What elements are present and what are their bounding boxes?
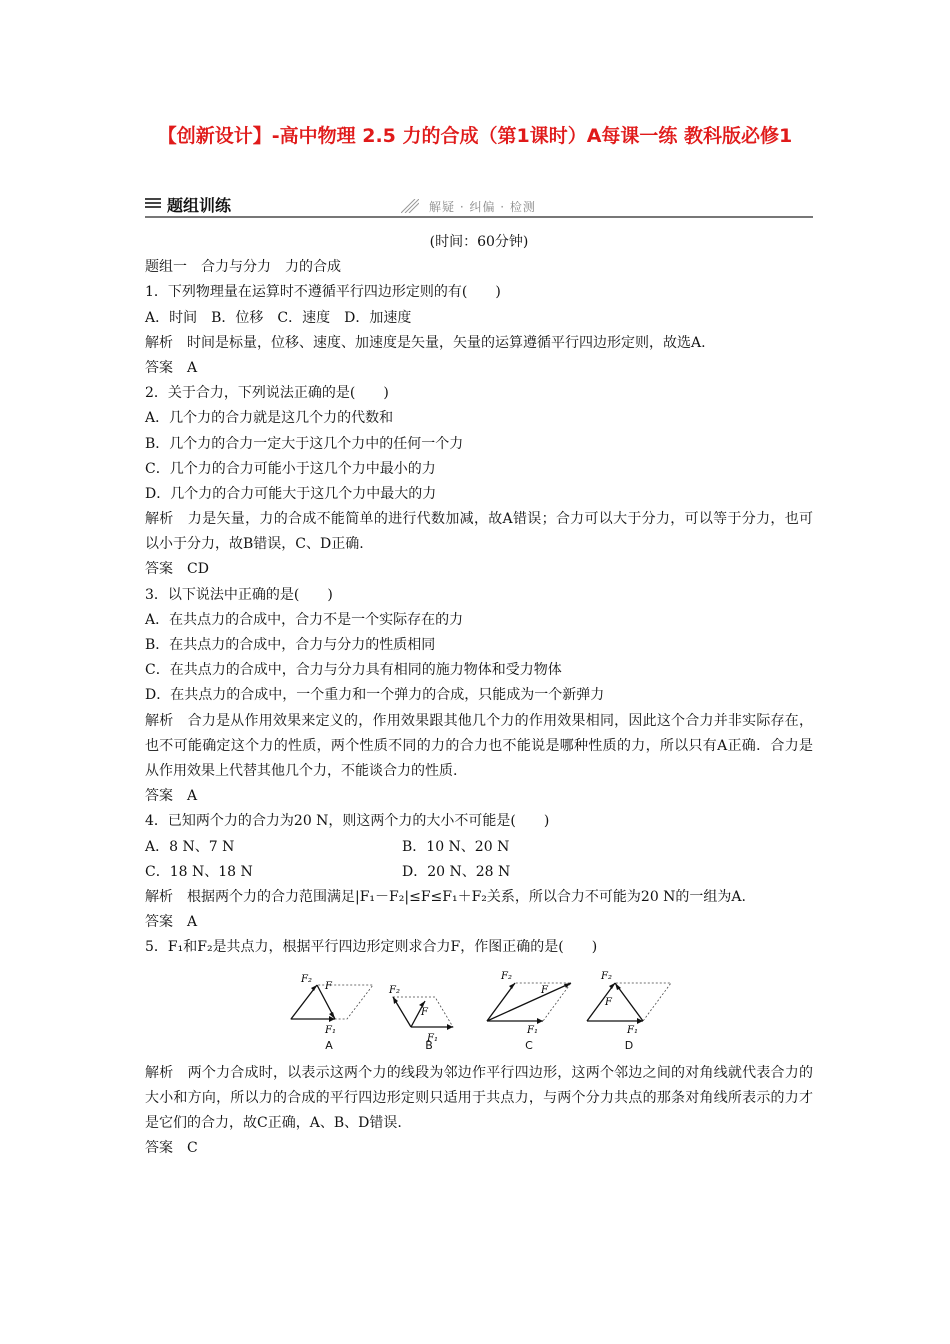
q3-option-b: B．在共点力的合成中，合力与分力的性质相同 bbox=[145, 637, 436, 654]
figure-panel-a bbox=[283, 967, 375, 1059]
q4-option-a: A．8 N、7 N bbox=[145, 838, 235, 855]
label-f-d: F bbox=[605, 996, 612, 1008]
q4-answer: 答案 A bbox=[145, 914, 198, 931]
group-title: 题组一 合力与分力 力的合成 bbox=[145, 259, 341, 276]
label-f2-a: F₂ bbox=[301, 973, 312, 985]
q4-option-c: C．18 N、18 N bbox=[145, 863, 253, 880]
q2-option-d: D．几个力的合力可能大于这几个力中最大的力 bbox=[145, 485, 437, 502]
label-f1-a: F₁ bbox=[325, 1024, 336, 1036]
q2-option-c: C．几个力的合力可能小于这几个力中最小的力 bbox=[145, 460, 436, 477]
document-title: 【创新设计】-高中物理 2.5 力的合成（第1课时）A每课一练 教科版必修1 bbox=[157, 125, 793, 147]
label-f-c: F bbox=[541, 984, 548, 996]
panel-label-c: C bbox=[525, 1039, 533, 1053]
document-body bbox=[145, 230, 813, 1161]
label-f1-c: F₁ bbox=[527, 1024, 538, 1036]
q4-option-d: D．20 N、28 N bbox=[402, 863, 511, 880]
banner-heading: 题组训练 bbox=[167, 196, 232, 215]
q4-option-b: B．10 N、20 N bbox=[402, 838, 510, 855]
banner-rule bbox=[145, 216, 813, 218]
q5-answer: 答案 C bbox=[145, 1140, 198, 1157]
panel-label-d: D bbox=[624, 1039, 634, 1053]
q2-option-a: A．几个力的合力就是这几个力的代数和 bbox=[145, 410, 394, 427]
label-f1-b: F₁ bbox=[427, 1032, 438, 1044]
section-banner bbox=[145, 192, 813, 218]
q5-stem: 5．F₁和F₂是共点力，根据平行四边形定则求合力F，作图正确的是( ) bbox=[145, 939, 598, 956]
q2-analysis: 解析 力是矢量，力的合成不能简单的进行代数加减，故A错误；合力可以大于分力，可以等于分力，也可以小于分力，故B错误，C、D正确. bbox=[145, 511, 813, 553]
panel-label-a: A bbox=[325, 1039, 333, 1053]
q4-options-row2 bbox=[145, 860, 813, 885]
q3-stem: 3．以下说法中正确的是( ) bbox=[145, 586, 333, 603]
q4-analysis: 解析 根据两个力的合力范围满足|F₁－F₂|≤F≤F₁＋F₂关系，所以合力不可能为20 N的一组为A. bbox=[145, 888, 746, 905]
q3-answer: 答案 A bbox=[145, 788, 198, 805]
q3-option-c: C．在共点力的合成中，合力与分力具有相同的施力物体和受力物体 bbox=[145, 662, 562, 679]
q1-analysis: 解析 时间是标量，位移、速度、加速度是矢量，矢量的运算遵循平行四边形定则，故选A. bbox=[145, 334, 706, 351]
q2-stem: 2．关于合力，下列说法正确的是( ) bbox=[145, 385, 389, 402]
time-note: (时间：60分钟) bbox=[429, 234, 529, 250]
q4-options-row1 bbox=[145, 835, 813, 860]
q3-option-d: D．在共点力的合成中，一个重力和一个弹力的合成，只能成为一个新弹力 bbox=[145, 687, 605, 704]
banner-subheading: 解疑 · 纠偏 · 检测 bbox=[429, 200, 536, 214]
q5-analysis: 解析 两个力合成时，以表示这两个力的线段为邻边作平行四边形，这两个邻边之间的对角线就代表合力的大小和方向，所以力的合成的平行四边形定则只适用于共点力，与两个分力共点的那条对角线所表示的力才是它们的合力，故C正确，A、B、D错误. bbox=[145, 1064, 813, 1131]
q1-options: A．时间 B．位移 C．速度 D．加速度 bbox=[145, 309, 412, 326]
panel-label-b: B bbox=[425, 1039, 433, 1053]
figure-panel-d bbox=[583, 967, 675, 1059]
figure-panel-c bbox=[483, 967, 575, 1059]
q3-option-a: A．在共点力的合成中，合力不是一个实际存在的力 bbox=[145, 611, 464, 628]
q2-option-b: B．几个力的合力一定大于这几个力中的任何一个力 bbox=[145, 435, 464, 452]
label-f2-d: F₂ bbox=[601, 970, 612, 982]
q1-answer: 答案 A bbox=[145, 359, 198, 376]
label-f-b: F bbox=[421, 1006, 428, 1018]
parallelogram-figure bbox=[145, 967, 813, 1059]
label-f2-b: F₂ bbox=[389, 984, 400, 996]
figure-panel-b bbox=[383, 967, 475, 1059]
label-f1-d: F₁ bbox=[627, 1024, 638, 1036]
banner-slant-icon bbox=[401, 199, 419, 213]
q1-stem: 1．下列物理量在运算时不遵循平行四边形定则的有( ) bbox=[145, 284, 501, 301]
q4-stem: 4．已知两个力的合力为20 N，则这两个力的大小不可能是( ) bbox=[145, 813, 550, 830]
banner-stripes-icon bbox=[145, 198, 161, 212]
q2-answer: 答案 CD bbox=[145, 561, 209, 578]
label-f-a: F bbox=[325, 980, 332, 992]
label-f2-c: F₂ bbox=[501, 970, 512, 982]
q3-analysis: 解析 合力是从作用效果来定义的，作用效果跟其他几个力的作用效果相同，因此这个合力并非实际存在，也不可能确定这个力的性质，两个性质不同的力的合力也不能说是哪种性质的力，所以只有A正确．合力是从作用效果上代替其他几个力，不能谈合力的性质. bbox=[145, 712, 813, 780]
